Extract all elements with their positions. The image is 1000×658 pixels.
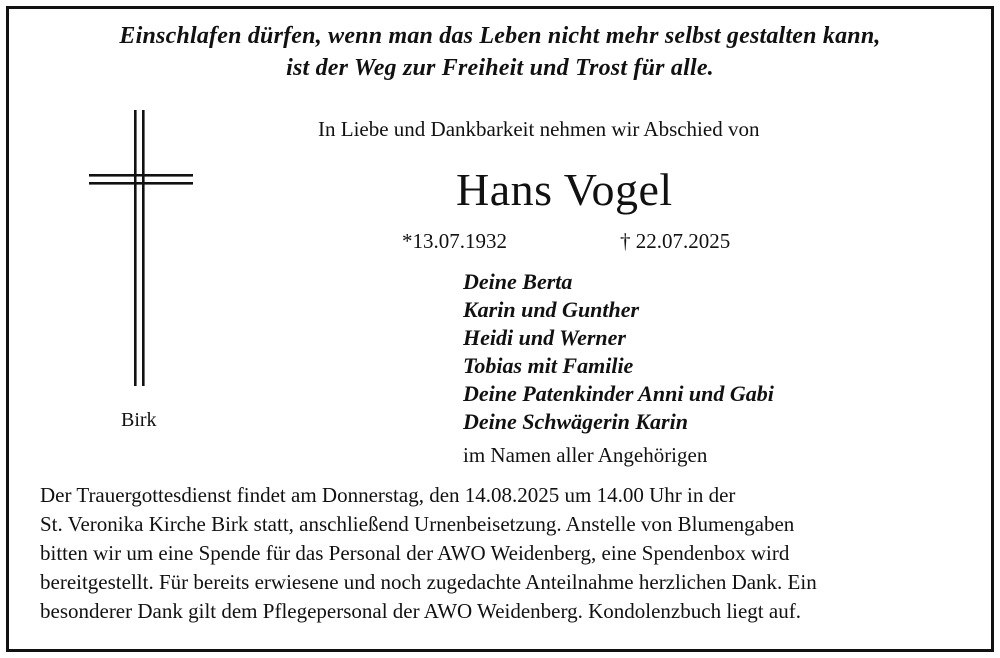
mourner-item: Deine Patenkinder Anni und Gabi [463, 381, 774, 406]
cross-icon [86, 110, 196, 395]
intro-text: In Liebe und Dankbarkeit nehmen wir Abschied von [318, 117, 760, 141]
mourner-item: Tobias mit Familie [463, 353, 634, 378]
cross-icon-graphic [86, 110, 196, 390]
motto-line-1: Einschlafen dürfen, wenn man das Leben nicht mehr selbst gestalten kann, [119, 23, 881, 49]
service-line: besonderer Dank gilt dem Pflegepersonal der AWO Weidenberg. Kondolenzbuch liegt auf. [40, 599, 801, 623]
service-line: bitten wir um eine Spende für das Personal der AWO Weidenberg, eine Spendenbox wird [40, 541, 790, 565]
service-info [40, 481, 970, 626]
mourner-item: Deine Berta [463, 269, 573, 294]
service-line: St. Veronika Kirche Birk statt, anschließend Urnenbeisetzung. Anstelle von Blumengaben [40, 512, 795, 536]
on-behalf-text: im Namen aller Angehörigen [463, 443, 708, 467]
mourner-item: Deine Schwägerin Karin [463, 409, 688, 434]
motto-line-2: ist der Weg zur Freiheit und Trost für alle. [286, 55, 714, 81]
death-date: † 22.07.2025 [620, 229, 731, 253]
place-name: Birk [121, 409, 157, 431]
service-line: Der Trauergottesdienst findet am Donnerstag, den 14.08.2025 um 14.00 Uhr in der [40, 483, 736, 507]
mourners-list [463, 268, 774, 436]
motto [0, 20, 1000, 84]
service-line: bereitgestellt. Für bereits erwiesene und noch zugedachte Anteilnahme herzlichen Dank. Ein [40, 570, 817, 594]
mourner-item: Karin und Gunther [463, 297, 640, 322]
birth-date: *13.07.1932 [402, 229, 507, 253]
deceased-name: Hans Vogel [456, 164, 673, 215]
mourner-item: Heidi und Werner [463, 325, 626, 350]
